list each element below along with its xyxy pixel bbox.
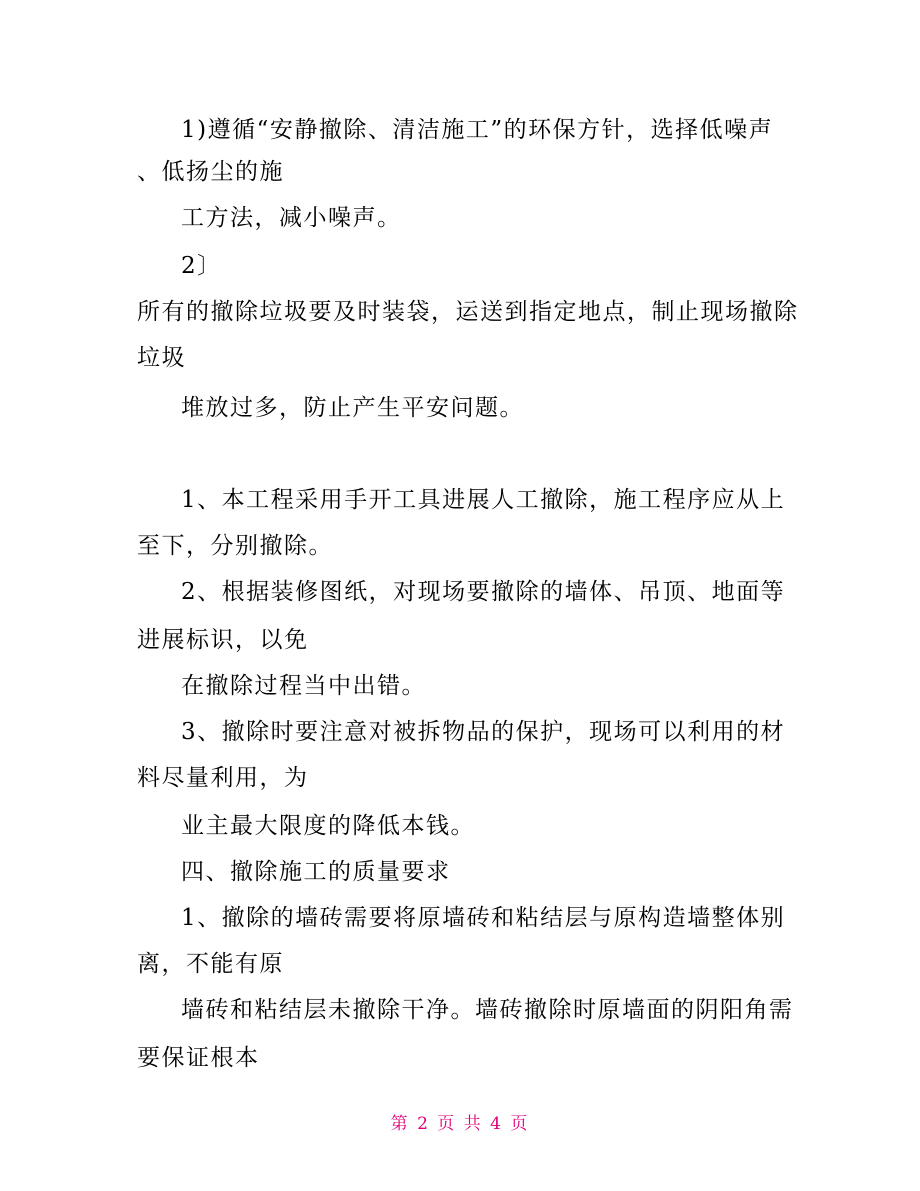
text-line: 2〕 (181, 253, 222, 279)
section-heading: 四、撤除施工的质量要求 (181, 859, 451, 885)
text-line: 3、撤除时要注意对被拆物品的保护，现场可以利用的材 (181, 719, 786, 745)
text-line: 1、撤除的墙砖需要将原墙砖和粘结层与原构造墙整体别 (181, 905, 786, 931)
text-line: 垃圾 (137, 345, 186, 371)
text-line: 1、本工程采用手开工具进展人工撤除，施工程序应从上 (181, 487, 786, 513)
text-line: 进展标识，以免 (137, 627, 309, 653)
text-line: 业主最大限度的降低本钱。 (181, 813, 475, 839)
page-number-footer: 第 2 页 共 4 页 (390, 1114, 530, 1134)
text-line: 在撤除过程当中出错。 (181, 673, 426, 699)
text-line: 料尽量利用，为 (137, 765, 309, 791)
text-line: 堆放过多，防止产生平安问题。 (181, 395, 524, 421)
text-line: 所有的撤除垃圾要及时装袋，运送到指定地点，制止现场撤除 (137, 299, 799, 325)
text-line: 至下，分别撤除。 (137, 533, 333, 559)
text-line: 离，不能有原 (137, 951, 284, 977)
text-line: 工方法，减小噪声。 (181, 205, 402, 231)
text-line: 要保证根本 (137, 1045, 260, 1071)
text-line: 、低扬尘的施 (137, 159, 284, 185)
text-line: 1)遵循“安静撤除、清洁施工”的环保方针，选择低噪声 (181, 117, 774, 143)
text-line: 墙砖和粘结层未撤除干净。墙砖撤除时原墙面的阴阳角需 (181, 997, 794, 1023)
text-line: 2、根据装修图纸，对现场要撤除的墙体、吊顶、地面等 (181, 579, 786, 605)
